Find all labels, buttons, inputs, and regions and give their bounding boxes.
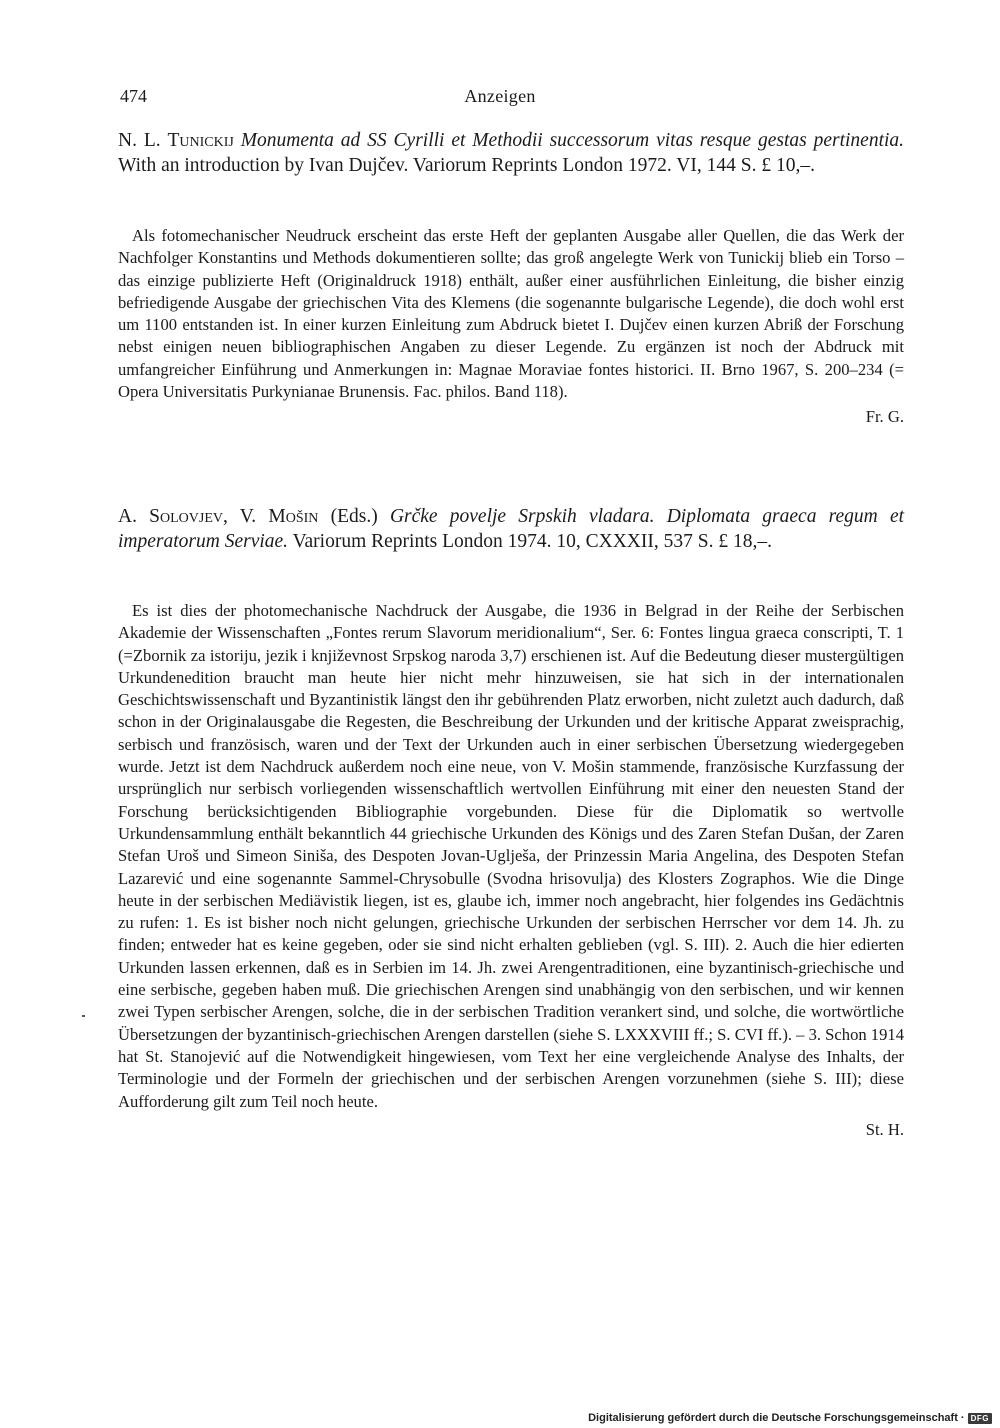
editors-note: (Eds.) [330,506,378,527]
book-imprint: With an introduction by Ivan Dujčev. Variorum Reprints London 1972. VI, 144 S. £ 10,–. [118,155,815,176]
author-surname: Tunickij [167,130,234,151]
dfg-logo-icon: DFG [968,1413,992,1424]
reviewer-signature: St. H. [865,1119,904,1139]
author-initials: A. [118,506,137,527]
book-imprint: Variorum Reprints London 1974. 10, CXXXII, 537 S. £ 18,–. [292,531,772,552]
author-initials: N. L. [118,130,161,151]
footer-text: Digitalisierung gefördert durch die Deutsche Forschungsgemeinschaft · [588,1412,965,1424]
author-surname: Mošin [268,506,319,527]
author-surname: Solovjev [149,506,224,527]
review-solovjev-mosin [118,504,904,1141]
running-head: Anzeigen [464,86,536,106]
page-number: 474 [120,86,147,106]
reviewer-signature: Fr. G. [865,407,904,427]
book-title: Monumenta ad SS Cyrilli et Methodii successorum vitas resque gestas pertinentia. [240,130,905,151]
review-body: Es ist dies der photomechanische Nachdruck der Ausgabe, die 1936 in Belgrad in der Reihe der Serbischen Akademie der Wissenschaften „Fontes rerum Slavorum meridionalium“, Ser. 6: Fontes lingua graeca conscripti, T. 1 (=Zbornik za istoriju, jezik i književnost Srpskog naroda 3,7) erschienen ist. Auf die Bedeutung dieser mustergültigen Urkundenedition braucht man heute hier nicht mehr hinzuweisen, sie hat sich in der internationalen Geschichtswissenschaft und Byzantinistik längst den ihr gebührenden Platz erworben, nicht zuletzt auch dadurch, daß schon in der Originalausgabe die Regesten, die Beschreibung der Urkunden und der kritische Apparat zweisprachig, serbisch und französisch, waren und der Text der Urkunden auch in einer serbischen Übersetzung wiedergegeben wurde. Jetzt ist dem Nachdruck außerdem noch eine neue, von V. Mošin stammende, französische Kurzfassung der ursprünglich nur serbisch vorliegenden wissenschaftlich wertvollen Einführung mit einer den neuesten Stand der Forschung berücksichtigenden Bibliographie vorgebunden. Diese für die Diplomatik so wertvolle Urkundensammlung enthält bekanntlich 44 griechische Urkunden des Königs und des Zaren Stefan Dušan, der Zaren Stefan Uroš und Simeon Siniša, des Despoten Jovan-Uglješa, der Prinzessin Maria Angelina, des Despoten Stefan Lazarević und eine sogenannte Sammel-Chrysobulle (Svodna hrisovulja) des Klosters Zographos. Wie die Dinge heute in der serbischen Mediävistik liegen, ist es, glaube ich, immer noch angebracht, hier folgendes ins Gedächtnis zu rufen: 1. Es ist bisher noch nicht gelungen, griechische Urkunden der serbischen Herrscher vor dem 14. Jh. zu finden; entweder hat es keine gegeben, oder sie sind nicht erhalten geblieben (vgl. S. III). 2. Auch die hier edierten Urkunden lassen erkennen, daß es in Serbien im 14. Jh. zwei Arengentraditionen, eine byzantinisch-griechische und eine serbische, gegeben haben muß. Die griechischen Arengen sind unabhängig von den serbischen, und wir kennen zwei Typen serbischer Arengen, solche, die in der serbischen Tradition verankert sind, und solche, die wortwörtliche Übersetzungen der byzantinisch-griechischen Arengen darstellen (siehe S. LXXXVIII ff.; S. CVI ff.). – 3. Schon 1914 hat St. Stanojević auf die Notwendigkeit hingewiesen, vom Text her eine vergleichende Analyse des Inhalts, der Terminologie und der Formeln der griechischen und der serbischen Arengen vorzunehmen (siehe S. III); diese Aufforderung gilt zum Teil noch heute. [118,601,904,1111]
review-citation [118,128,904,178]
review-citation: A. Solovjev, V. Mošin (Eds.) Grčke povelje Srpskih vladara. Diplomata graeca regum et imperatorum Serviae. Variorum Reprints London 1974. 10, CXXXII, 537 S. £ 18,–. [118,506,905,552]
review-tunickij [118,128,904,428]
author-initials: V. [239,506,257,527]
margin-mark [82,1015,85,1017]
digitization-footer [588,1412,992,1424]
review-body: Als fotomechanischer Neudruck erscheint das erste Heft der geplanten Ausgabe aller Quellen, die das Werk der Nachfolger Konstantins und Methods dokumentieren sollte; das groß angelegte Werk von Tunickij blieb ein Torso – das einzige publizierte Heft (Originaldruck 1918) enthält, außer einer ausführlichen Einleitung, die bisher einzig befriedigende Ausgabe der griechischen Vita des Klemens (die sogenannte bulgarische Legende), die doch wohl erst um 1100 entstanden ist. In einer kurzen Einleitung zum Abdruck bietet I. Dujčev einen kurzen Abriß der Forschung nebst einigen neuen bibliographischen Angaben zu dieser Legende. Zu ergänzen ist noch der Abdruck mit umfangreicher Einführung und Anmerkungen in: Magnae Moraviae fontes historici. II. Brno 1967, S. 200–234 (= Opera Universitatis Purkynianae Brunensis. Fac. philos. Band 118). [118,226,904,402]
book-title: Grčke povelje Srpskih vladara. Diplomata graeca regum et imperatorum Serviae. [118,506,905,552]
